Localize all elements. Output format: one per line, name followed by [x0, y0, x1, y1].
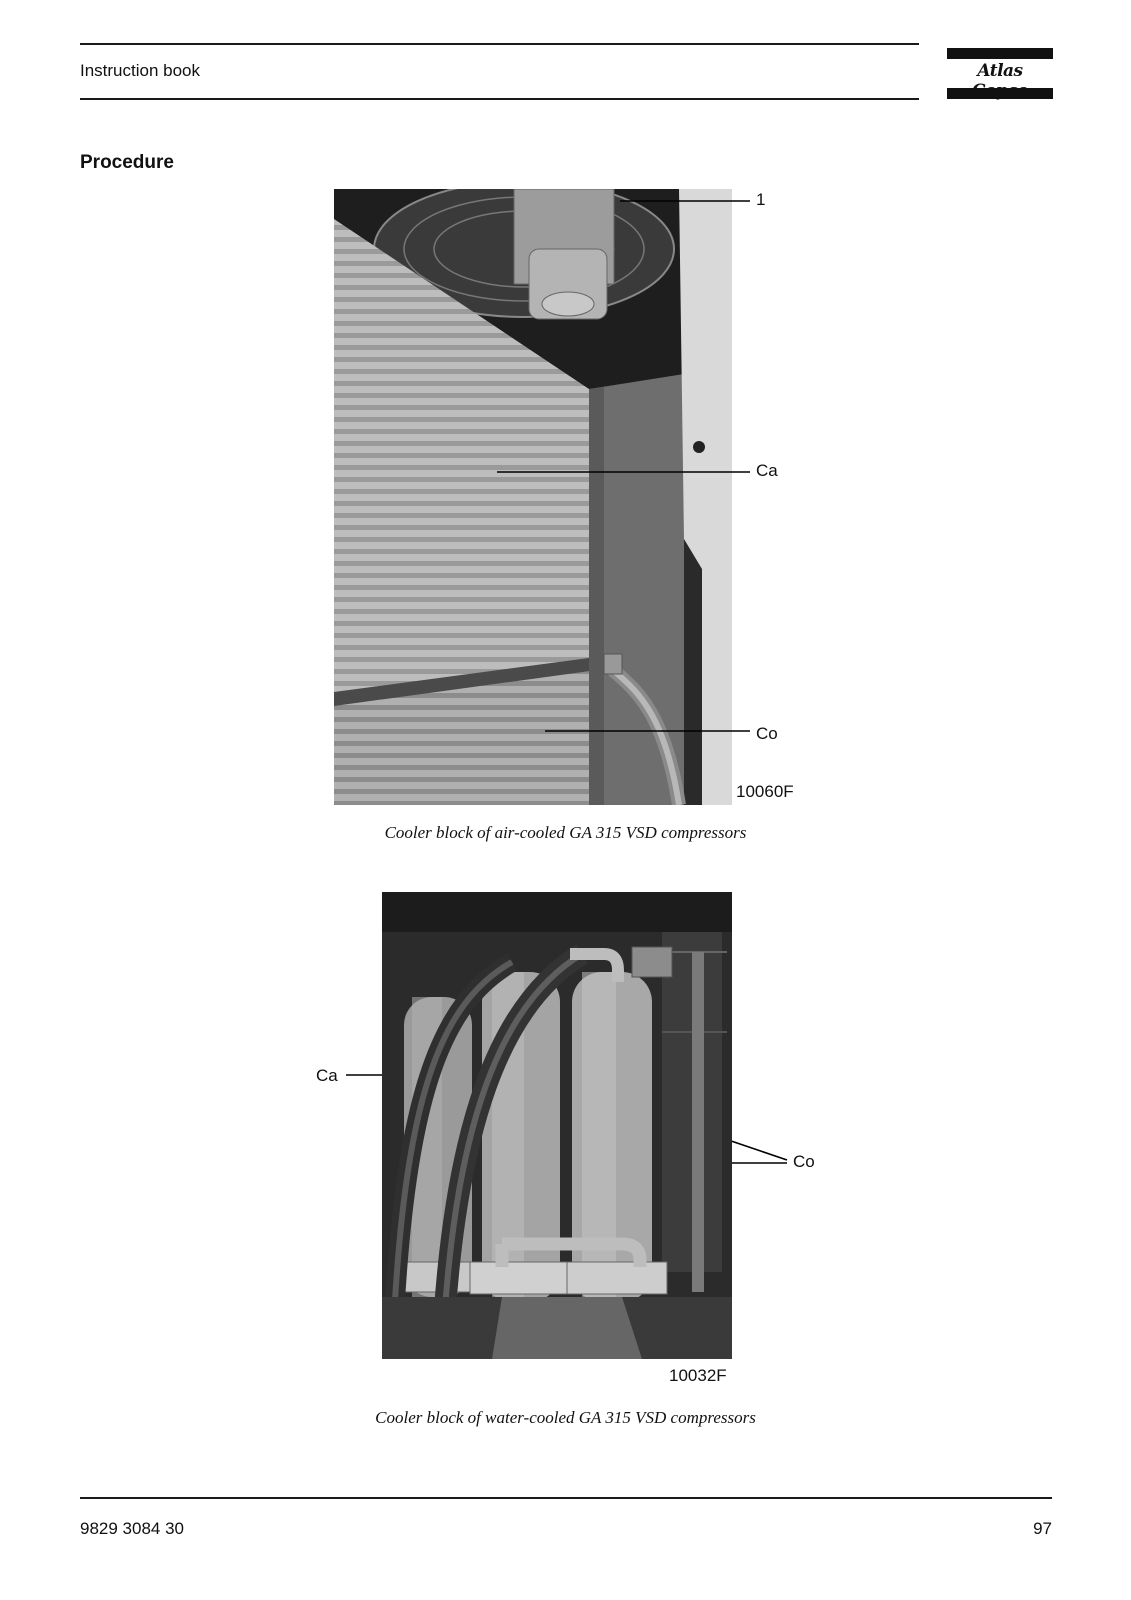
page-number: 97 [1033, 1519, 1052, 1538]
callout-ca-2: Ca [316, 1066, 338, 1085]
figure-caption-2: Cooler block of water-cooled GA 315 VSD compressors [375, 1408, 756, 1427]
document-number: 9829 3084 30 [80, 1519, 184, 1538]
callout-co-2: Co [793, 1152, 815, 1171]
header-title: Instruction book [80, 61, 201, 80]
callout-co: Co [756, 724, 778, 743]
callout-ca: Ca [756, 461, 778, 480]
water-cooled-cooler-photo [382, 892, 732, 1359]
figure-caption: Cooler block of air-cooled GA 315 VSD compressors [384, 823, 747, 842]
figure-ref-2: 10032F [669, 1366, 727, 1385]
section-title: Procedure [80, 152, 174, 173]
footer-rule [80, 1497, 1052, 1499]
brand-logo-text: Atlas [977, 61, 1023, 81]
figure-ref: 10060F [736, 782, 794, 801]
callout-fan-motor: 1 [756, 190, 766, 209]
